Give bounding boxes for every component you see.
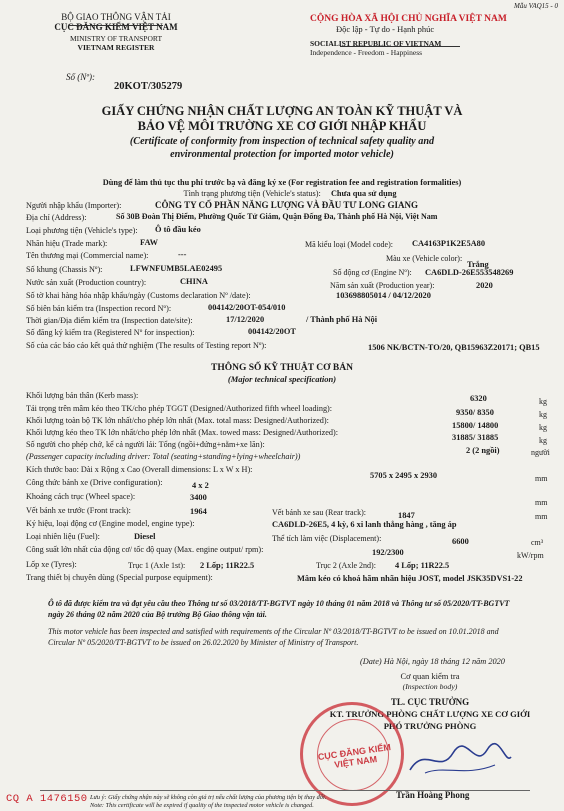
purpose-text: Dùng để làm thủ tục thu phí trước bạ và đăng ký xe (For registration fee and registration formalities): [102, 178, 462, 187]
customs-value: 103698805014 / 04/12/2020: [336, 291, 431, 300]
footer-note-en: Note: This certificate will be expired if quality of the inspected motor vehicle is changed.: [90, 802, 314, 809]
ministry-vn: BỘ GIAO THÔNG VẬN TẢI: [61, 12, 171, 22]
towed-label: Khối lượng kéo theo TK lớn nhất/cho phép lớn nhất (Max. towed mass: Designed/Authorized):: [26, 428, 338, 437]
commercial-value: ---: [178, 250, 187, 259]
footer-note-vn: Lưu ý: Giấy chứng nhận này sẽ không còn giá trị nếu chất lượng của phương tiện bị thay đổi.: [90, 794, 327, 801]
importer-value: CÔNG TY CỔ PHẦN NĂNG LƯỢNG VÀ ĐẦU TƯ LONG GIANG: [155, 200, 419, 210]
color-label: Màu xe (Vehicle color):: [386, 254, 463, 263]
chassis-label: Số khung (Chassis Nº):: [26, 265, 103, 274]
republic-en: SOCIALIST REPUBLIC OF VIETNAM: [310, 39, 442, 48]
dim-label: Kích thước bao: Dài x Rộng x Cao (Overall dimensions: L x W x H):: [26, 465, 253, 474]
towed-unit: kg: [539, 436, 547, 445]
passenger-unit: người: [531, 448, 550, 457]
stamp-text: CỤC ĐĂNG KIỂM VIỆT NAM: [317, 741, 392, 770]
drive-label: Công thức bánh xe (Drive configuration):: [26, 478, 163, 487]
fifth-unit: kg: [539, 410, 547, 419]
axle1-value: 2 Lốp; 11R22.5: [200, 561, 255, 570]
rear-unit: mm: [535, 512, 548, 521]
spec-title-en: (Major technical specification): [227, 374, 337, 384]
sign-date: (Date) Hà Nội, ngày 18 tháng 12 năm 2020: [360, 657, 505, 666]
passenger-label-2: (Passenger capacity including driver: Total (seating+standing+lying+wheelchair)): [26, 452, 301, 461]
address-value: Số 30B Đoàn Thị Điểm, Phường Quốc Tử Giám, Quận Đống Đa, Thành phố Hà Nội, Việt Nam: [116, 212, 438, 221]
engine-value: CA6DLD-26E553548269: [425, 268, 514, 277]
front-value: 1964: [190, 507, 207, 516]
axle2-value: 4 Lốp; 11R22.5: [395, 561, 450, 570]
enginetype-value: CA6DLD-26E5, 4 kỳ, 6 xi lanh thẳng hàng , tăng áp: [272, 520, 457, 529]
power-value: 192/2300: [372, 548, 404, 557]
time-value: 17/12/2020: [226, 315, 265, 324]
enginetype-label: Ký hiệu, loại động cơ (Engine model, engine type):: [26, 519, 195, 528]
total-unit: kg: [539, 423, 547, 432]
type-label: Loại phương tiện (Vehicle's type):: [26, 226, 138, 235]
spec-title-vn: THÔNG SỐ KỸ THUẬT CƠ BẢN: [211, 363, 353, 373]
sign-tl: TL. CỤC TRƯỞNG: [390, 697, 470, 707]
kerb-label: Khối lượng bản thân (Kerb mass):: [26, 391, 139, 400]
header-right-rule: [340, 46, 460, 47]
tyres-label: Lốp xe (Tyres):: [26, 560, 77, 569]
passenger-value: 2 (2 ngồi): [466, 446, 500, 455]
register-en: VIETNAM REGISTER: [77, 43, 155, 52]
record-label: Số biên bản kiểm tra (Inspection record Nº):: [26, 304, 172, 313]
disp-label: Thể tích làm việc (Displacement):: [272, 534, 382, 543]
customs-label: Số tờ khai hàng hóa nhập khẩu/ngày (Customs declaration Nº /date):: [26, 291, 251, 300]
form-code: Mẫu VAQ15 - 0: [514, 2, 558, 10]
special-value: Mâm kéo có khoá hãm nhãn hiệu JOST, model JSK35DVS1-22: [297, 574, 523, 583]
address-label: Địa chỉ (Address):: [26, 213, 87, 222]
front-label: Vết bánh xe trước (Front track):: [26, 506, 131, 515]
dim-value: 5705 x 2495 x 2930: [370, 471, 437, 480]
title-vn-2: BẢO VỆ MÔI TRƯỜNG XE CƠ GIỚI NHẬP KHẨU: [137, 119, 427, 133]
register-vn: CỤC ĐĂNG KIỂM VIỆT NAM: [54, 22, 178, 32]
report-label: Số của các báo cáo kết quả thử nghiệm (The results of Testing report Nº):: [26, 341, 267, 350]
header-left: [36, 12, 196, 52]
passenger-label-1: Số người cho phép chở, kể cả người lái: Tổng (ngồi+đứng+nằm+xe lăn):: [26, 440, 265, 449]
fifth-value: 9350/ 8350: [456, 408, 494, 417]
dim-unit: mm: [535, 474, 548, 483]
kerb-value: 6320: [470, 394, 487, 403]
signature-image: [405, 735, 515, 785]
record-value: 004142/20OT-054/010: [208, 303, 286, 312]
time-label: Thời gian/Địa điểm kiểm tra (Inspection date/site):: [26, 316, 193, 325]
number-label: Số (Nº):: [66, 72, 96, 82]
kerb-unit: kg: [539, 397, 547, 406]
axle1-label: Trục 1 (Axle 1st):: [128, 561, 186, 570]
wheelspace-label: Khoảng cách trục (Wheel space):: [26, 492, 136, 501]
fuel-value: Diesel: [134, 532, 156, 541]
reg-label: Số đăng ký kiểm tra (Registered Nº for inspection):: [26, 328, 195, 337]
year-label: Năm sản xuất (Production year):: [330, 281, 435, 290]
status-value: Chưa qua sử dụng: [330, 189, 397, 198]
total-value: 15800/ 14800: [452, 421, 499, 430]
title-en-1: (Certificate of conformity from inspection of technical safety quality and: [129, 136, 435, 147]
note-vn: Ô tô đã được kiểm tra và đạt yêu cầu theo Thông tư số 03/2018/TT-BGTVT ngày 10 tháng 01 năm 2018 và Thông tư số 05/2020/TT-BGTVT ngày 26 tháng 02 năm 2020 của Bộ trưởng Bộ Giao thông vận tải.: [48, 599, 510, 619]
importer-label: Người nhập khẩu (Importer):: [26, 201, 122, 210]
towed-value: 31885/ 31885: [452, 433, 499, 442]
country-label: Nước sản xuất (Production country):: [26, 278, 147, 287]
reg-value: 004142/20OT: [248, 327, 296, 336]
model-label: Mã kiểu loại (Model code):: [305, 240, 393, 249]
commercial-label: Tên thương mại (Commercial name):: [26, 251, 149, 260]
type-value: Ô tô đầu kéo: [155, 225, 201, 234]
agency-en: (Inspection body): [402, 682, 458, 691]
fifth-label: Tải trọng trên mâm kéo theo TK/cho phép TGGT (Designed/Authorized fifth wheel loading):: [26, 404, 333, 413]
purpose: [0, 178, 564, 187]
footer-rule: [40, 790, 530, 791]
status-line: [90, 189, 490, 198]
sign-deputy: PHÓ TRƯỞNG PHÒNG: [383, 721, 477, 731]
status-label: Tình trạng phương tiện (Vehicle's status):: [183, 189, 321, 198]
drive-value: 4 x 2: [192, 481, 209, 490]
model-value: CA4163P1K2E5A80: [412, 239, 486, 248]
power-label: Công suất lớn nhất của động cơ/ tốc độ quay (Max. engine output/ rpm):: [26, 545, 264, 554]
chassis-value: LFWNFUMB5LAE02495: [130, 264, 223, 273]
site-value: / Thành phố Hà Nội: [306, 315, 378, 324]
agency-vn: Cơ quan kiểm tra: [400, 671, 460, 681]
republic-vn: CỘNG HÒA XÃ HỘI CHỦ NGHĨA VIỆT NAM: [310, 14, 507, 24]
special-label: Trang thiết bị chuyên dùng (Special purpose equipment):: [26, 573, 213, 582]
wheelspace-unit: mm: [535, 498, 548, 507]
motto-en: Independence - Freedom - Happiness: [310, 48, 423, 57]
sign-kt: KT. TRƯỞNG PHÒNG CHẤT LƯỢNG XE CƠ GIỚI: [329, 709, 531, 719]
serial-number: CQ A 1476150: [6, 793, 88, 805]
header-right: [310, 14, 530, 57]
report-value: 1506 NK/BCTN-TO/20, QB15963Z20171; QB15: [368, 343, 540, 352]
year-value: 2020: [476, 281, 493, 290]
trademark-label: Nhãn hiệu (Trade mark):: [26, 239, 108, 248]
fuel-label: Loại nhiên liệu (Fuel):: [26, 532, 100, 541]
engine-label: Số động cơ (Engine Nº):: [333, 268, 412, 277]
rear-label: Vết bánh xe sau (Rear track):: [272, 508, 366, 517]
disp-value: 6600: [452, 537, 469, 546]
axle2-label: Trục 2 (Axle 2nd):: [316, 561, 376, 570]
signer-name: Trần Hoàng Phong: [396, 790, 470, 800]
disp-unit: cm³: [531, 538, 544, 547]
title-vn-1: GIẤY CHỨNG NHẬN CHẤT LƯỢNG AN TOÀN KỸ THUẬT VÀ: [101, 104, 463, 118]
motto-vn: Độc lập - Tự do - Hạnh phúc: [336, 24, 435, 34]
rear-value: 1847: [398, 511, 415, 520]
header-left-rule: [68, 25, 163, 26]
title-en-2: environmental protection for imported motor vehicle): [170, 149, 394, 160]
number-value: 20KOT/305279: [114, 81, 183, 92]
note-en: This motor vehicle has been inspected and satisfied with requirements of the Circular Nº 03/2018/TT-BGTVT to be issued on 10.01.2018 and Circular Nº 05/2020/TT-BGTVT to be issued on 26.02.2020 by Minister of Ministry of Transport.: [48, 627, 499, 647]
ministry-en: MINISTRY OF TRANSPORT: [69, 34, 163, 43]
power-unit: kW/rpm: [517, 551, 544, 560]
wheelspace-value: 3400: [190, 493, 207, 502]
color-value: Trắng: [467, 260, 489, 269]
total-label: Khối lượng toàn bộ TK lớn nhất/cho phép lớn nhất (Max. total mass: Designed/Authorized):: [26, 416, 329, 425]
country-value: CHINA: [180, 277, 208, 286]
trademark-value: FAW: [140, 238, 158, 247]
